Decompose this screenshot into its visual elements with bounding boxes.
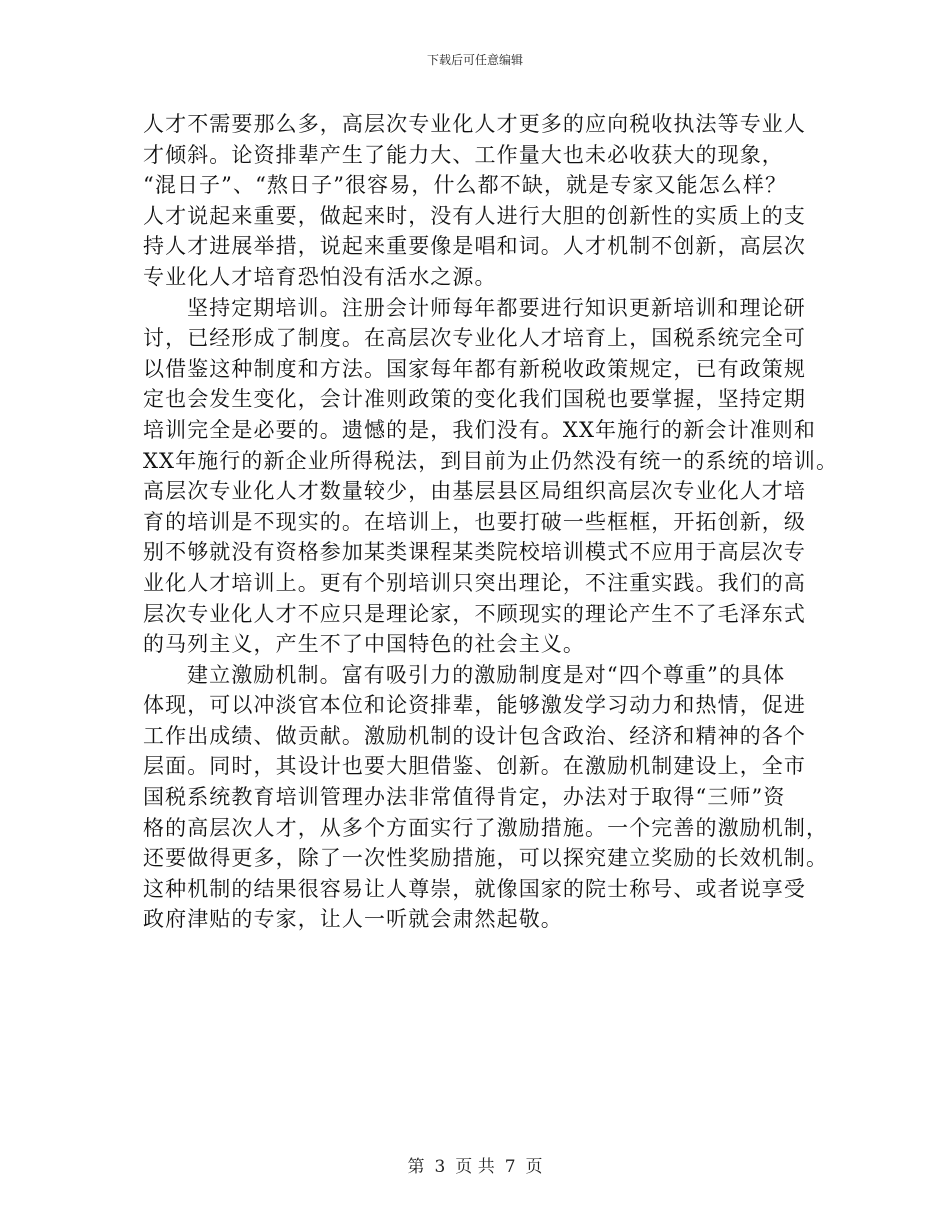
page-header: 下载后可任意编辑 [426,53,523,67]
text-line: 才倾斜。论资排辈产生了能力大、工作量大也未必收获大的现象， [143,142,784,167]
text-line: XX年施行的新企业所得税法，到目前为止仍然没有统一的系统的培训。 [143,448,839,473]
text-line: 培训完全是必要的。遗憾的是，我们没有。XX年施行的新会计准则和 [143,417,816,442]
footer-suffix: 页 [525,1157,543,1177]
text-line: 讨，已经形成了制度。在高层次专业化人才培育上，国税系统完全可 [143,326,806,351]
text-line: 层面。同时，其设计也要大胆借鉴、创新。在激励机制建设上，全市 [143,754,806,779]
paragraph-incentive-mechanism [143,660,829,935]
text-line: 别不够就没有资格参加某类课程某类院校培训模式不应用于高层次专 [143,540,806,565]
paragraph-regular-training [143,293,839,660]
paragraph-talent-mechanism [143,109,815,293]
text-line: 育的培训是不现实的。在培训上，也要打破一些框框，开拓创新，级 [143,509,806,534]
text-line: 以借鉴这种制度和方法。国家每年都有新税收政策规定，已有政策规 [143,356,806,381]
text-line: 国税系统教育培训管理办法非常值得肯定，办法对于取得“三师”资 [143,785,786,810]
text-line: 工作出成绩、做贡献。激励机制的设计包含政治、经济和精神的各个 [143,723,806,748]
text-line: 坚持定期培训。注册会计师每年都要进行知识更新培训和理论研 [187,295,806,320]
text-line: 高层次专业化人才数量较少，由基层县区局组织高层次专业化人才培 [143,479,806,504]
text-line: 持人才进展举措，说起来重要像是唱和词。人才机制不创新，高层次 [143,234,806,259]
text-line: 体现，可以冲淡官本位和论资排辈，能够激发学习动力和热情，促进 [143,693,806,718]
text-line: 人才不需要那么多，高层次专业化人才更多的应向税收执法等专业人 [143,112,806,136]
text-line: 建立激励机制。富有吸引力的激励制度是对“四个尊重”的具体 [187,662,786,687]
page-number: 3 [434,1157,446,1177]
text-line: 业化人才培训上。更有个别培训只突出理论，不注重实践。我们的高 [143,570,806,595]
text-line: 专业化人才培育恐怕没有活水之源。 [143,264,497,289]
text-line: 政府津贴的专家，让人一听就会肃然起敬。 [143,907,563,932]
footer-mid: 页 共 [455,1157,495,1177]
footer-prefix: 第 [407,1157,425,1177]
page-footer [0,1156,950,1178]
text-line: 人才说起来重要，做起来时，没有人进行大胆的创新性的实质上的支 [143,203,806,228]
document-body [143,109,839,935]
text-line: 层次专业化人才不应只是理论家，不顾现实的理论产生不了毛泽东式 [143,601,806,626]
text-line: “混日子”、“熬日子”很容易，什么都不缺，就是专家又能怎么样？ [143,173,788,198]
text-line: 的马列主义，产生不了中国特色的社会主义。 [143,632,585,657]
text-line: 这种机制的结果很容易让人尊崇，就像国家的院士称号、或者说享受 [143,876,806,901]
page-total: 7 [504,1157,516,1177]
text-line: 还要做得更多，除了一次性奖励措施，可以探究建立奖励的长效机制。 [143,846,829,871]
text-line: 定也会发生变化，会计准则政策的变化我们国税也要掌握，坚持定期 [143,387,806,412]
text-line: 格的高层次人才，从多个方面实行了激励措施。一个完善的激励机制， [143,815,829,840]
